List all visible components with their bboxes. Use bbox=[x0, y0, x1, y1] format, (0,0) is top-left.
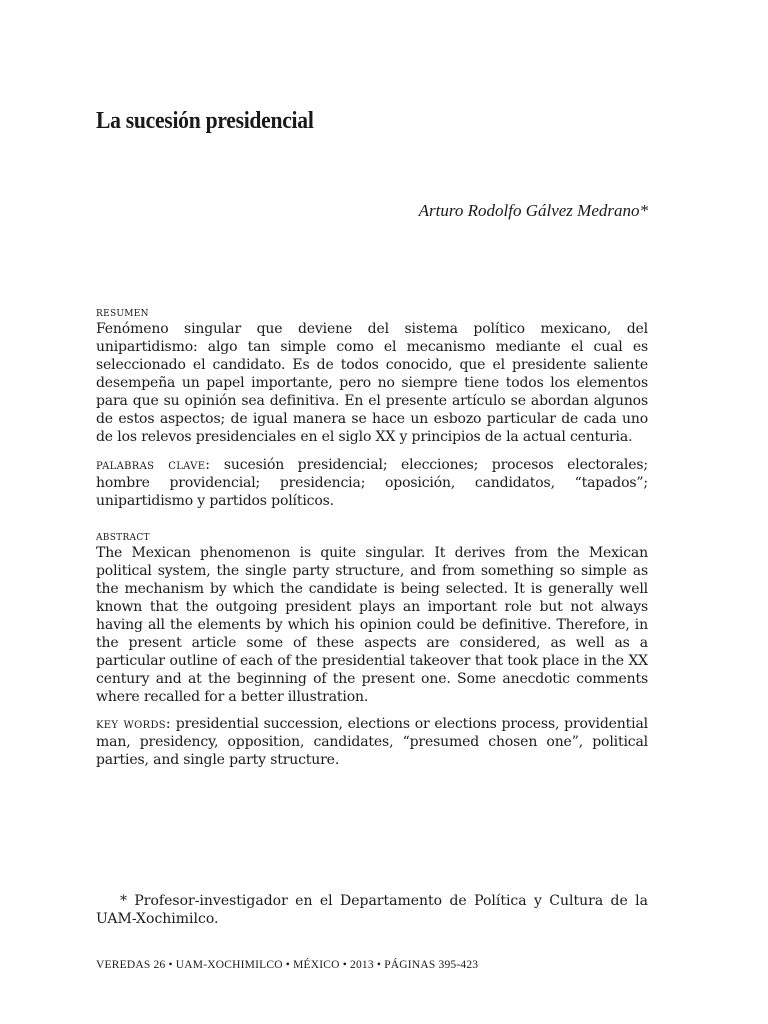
key-words-section bbox=[96, 715, 648, 769]
abstract-label: abstract bbox=[96, 529, 150, 544]
article-title: La sucesión presidencial bbox=[96, 108, 314, 134]
key-words-paragraph bbox=[96, 715, 648, 769]
abstract-section bbox=[96, 529, 648, 706]
article-author: Arturo Rodolfo Gálvez Medrano* bbox=[418, 201, 648, 220]
palabras-clave-text: sucesión presidencial; elecciones; procesos electorales; hombre providencial; presidencia; oposición, candidatos, “tapados”; unipartidismo y partidos políticos. bbox=[96, 457, 648, 509]
author-footnote: * Profesor-investigador en el Departamento de Política y Cultura de la UAM-Xochimilco. bbox=[96, 893, 648, 927]
resumen-section bbox=[96, 305, 648, 446]
journal-footer: VEREDAS 26 • UAM-XOCHIMILCO • MÉXICO • 2013 • PÁGINAS 395-423 bbox=[96, 959, 479, 971]
palabras-clave-label: palabras clave: bbox=[96, 457, 211, 473]
abstract-text: The Mexican phenomenon is quite singular. It derives from the Mexican political system, the single party structure, and from something so simple as the mechanism by which the candidate is being selected. It is generally well known that the outgoing president plays an important role but not always having all the elements by which his opinion could be definitive. Therefore, in the present article some of these aspects are considered, as well as a particular outline of each of the presidential takeover that took place in the XX century and at the beginning of the present one. Some anecdotic comments where recalled for a better illustration. bbox=[96, 545, 648, 705]
resumen-label: resumen bbox=[96, 305, 149, 320]
resumen-text: Fenómeno singular que deviene del sistema político mexicano, del unipartidismo: algo tan simple como el mecanismo mediante el cual es seleccionado el candidato. Es de todos conocido, que el presidente saliente desempeña un papel importante, pero no siempre tiene todos los elementos para que su opinión sea definitiva. En el presente artículo se abordan algunos de estos aspectos; de igual manera se hace un esbozo particular de cada uno de los relevos presidenciales en el siglo XX y principios de la actual centuria. bbox=[96, 321, 648, 445]
key-words-label: key words: bbox=[96, 716, 171, 732]
key-words-text: presidential succession, elections or elections process, providential man, presidency, opposition, candidates, “presumed chosen one”, political parties, and single party structure. bbox=[96, 716, 648, 768]
palabras-clave-paragraph bbox=[96, 456, 648, 510]
palabras-clave-section bbox=[96, 456, 648, 510]
